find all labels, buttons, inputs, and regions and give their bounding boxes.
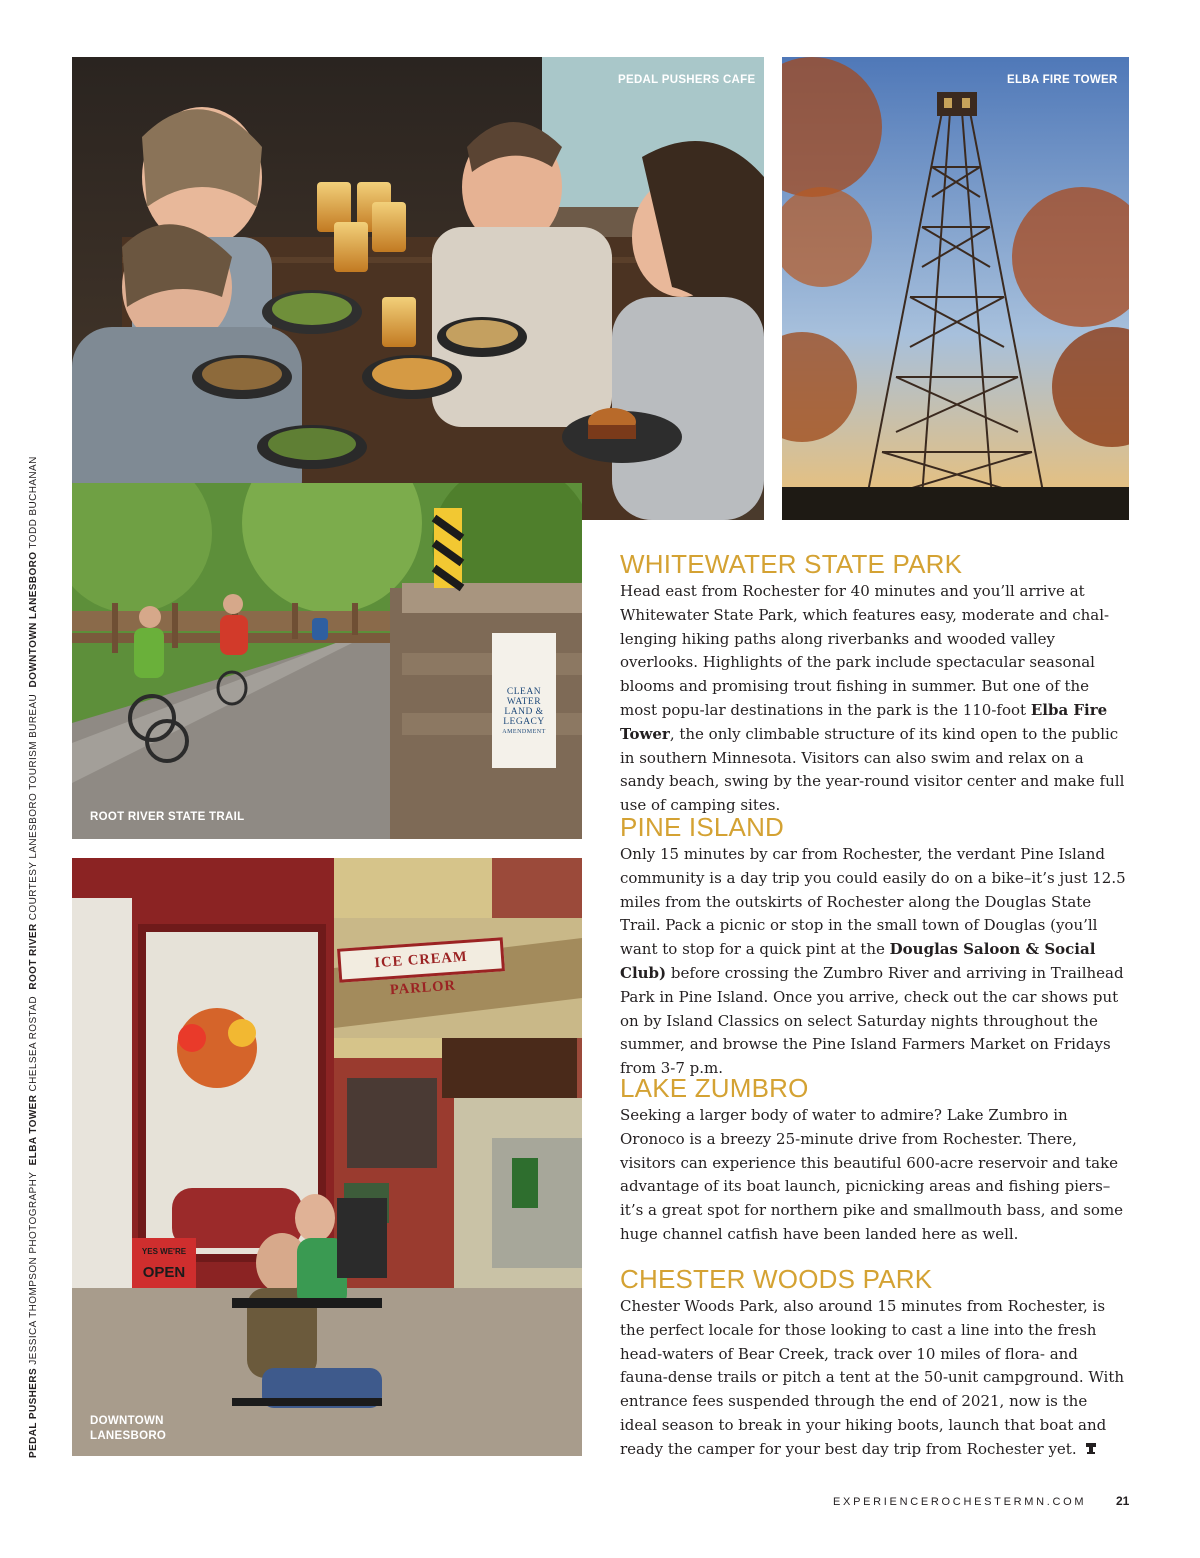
pine-island-highlight: Douglas Saloon & Social Club)	[620, 940, 1096, 982]
credit-label: PEDAL PUSHERS	[28, 1367, 39, 1458]
open-sign	[138, 1246, 190, 1288]
cafe-illustration	[72, 57, 764, 520]
whitewater-text: Head east from Rochester for 40 minutes and you’ll arrive at Whitewater State Park, which features easy, moderate and chal-lenging hiking paths along riverbanks and wooded valley overlooks. Highlights of the park include spectacular seasonal blooms and promising trout fishing in summer. But one of the most popu-lar destinations in the park is the 110-foot	[620, 582, 1110, 719]
lanesboro-caption: DOWNTOWN LANESBORO	[90, 1415, 167, 1442]
page-number: 21	[1116, 1494, 1130, 1508]
lanesboro-photo	[72, 858, 582, 1456]
open-sign-top: YES WE'RE	[141, 1247, 187, 1256]
footer-url: EXPERIENCEROCHESTERMN.COM	[833, 1496, 1087, 1508]
pine-island-title: PINE ISLAND	[620, 812, 785, 842]
sign-line: AMENDMENT	[502, 729, 546, 735]
chester-woods-title: CHESTER WOODS PARK	[620, 1264, 933, 1294]
legacy-sign	[492, 687, 556, 737]
credit-name: TODD BUCHANAN	[28, 456, 39, 549]
whitewater-text-2: , the only climbable structure of its kind open to the public in southern Minnesota. Visitors can also swim and relax on a sandy beach, swing by the year-round visitor center and make full use of camping sites.	[620, 724, 1125, 815]
open-sign-main: OPEN	[142, 1264, 186, 1281]
whitewater-title: WHITEWATER STATE PARK	[620, 549, 963, 579]
sign-line: CLEAN	[506, 687, 542, 697]
pine-island-body	[620, 843, 1126, 1081]
sign-line: WATER	[506, 697, 542, 707]
lanesboro-illustration	[72, 858, 582, 1456]
credit-name: JESSICA THOMPSON PHOTOGRAPHY	[28, 1171, 39, 1365]
end-mark-icon	[1085, 1442, 1097, 1455]
sign-line: LAND &	[504, 707, 544, 717]
credit-name: CHELSEA ROSTAD	[28, 996, 39, 1092]
pine-island-text: Only 15 minutes by car from Rochester, the verdant Pine Island community is a day trip you could easily do on a bike–it’s just 12.5 miles from the outskirts of Rochester along the Douglas State Trail. Pack a picnic or stop in the small town of Douglas (you’ll want to stop for a quick pint at the	[620, 845, 1126, 959]
credit-label: ELBA TOWER	[28, 1094, 39, 1166]
photo-credits	[28, 456, 44, 1458]
ice-cream-parlor-sign: ICE CREAM PARLOR	[337, 937, 505, 982]
trail-illustration	[72, 483, 582, 839]
lake-zumbro-text: Seeking a larger body of water to admire? Lake Zumbro in Oronoco is a breezy 25-minute drive from Rochester. There, visitors can experience this beautiful 600-acre reservoir and take advantage of its boat launch, picnicking areas and fishing piers–it’s a great spot for northern pike and smallmouth bass, and some huge channel catfish have been landed here as well.	[620, 1106, 1124, 1243]
cafe-photo	[72, 57, 764, 520]
cafe-caption: PEDAL PUSHERS CAFE	[618, 74, 756, 86]
pine-island-text-2: before crossing the Zumbro River and arriving in Trailhead Park in Pine Island. Once you arrive, check out the car shows put on by Island Classics on select Saturday nights throughout the summer, and browse the Pine Island Farmers Market on Fridays from 3-7 p.m.	[620, 963, 1124, 1078]
tower-illustration	[782, 57, 1129, 520]
chester-woods-text: Chester Woods Park, also around 15 minutes from Rochester, is the perfect locale for those looking to cast a line into the fresh head-waters of Bear Creek, track over 10 miles of flora- and fauna-dense trails or pitch a tent at the 50-unit campground. With entrance fees suspended through the end of 2021, now is the ideal season to break in your hiking boots, launch that boat and ready the camper for your best day trip from Rochester yet.	[620, 1297, 1125, 1458]
trail-photo	[72, 483, 582, 839]
credit-name: COURTESY LANESBORO TOURISM BUREAU	[28, 693, 39, 921]
whitewater-body	[620, 580, 1126, 818]
whitewater-highlight: Elba Fire Tower	[620, 700, 1108, 743]
tower-photo	[782, 57, 1129, 520]
lake-zumbro-title: LAKE ZUMBRO	[620, 1073, 809, 1103]
lake-zumbro-body	[620, 1104, 1126, 1247]
chester-woods-body	[620, 1295, 1126, 1462]
credit-label: ROOT RIVER	[28, 923, 39, 990]
credit-label: DOWNTOWN LANESBORO	[28, 551, 39, 688]
sign-line: LEGACY	[503, 717, 545, 727]
tower-caption: ELBA FIRE TOWER	[1007, 74, 1118, 86]
trail-caption: ROOT RIVER STATE TRAIL	[90, 811, 245, 823]
